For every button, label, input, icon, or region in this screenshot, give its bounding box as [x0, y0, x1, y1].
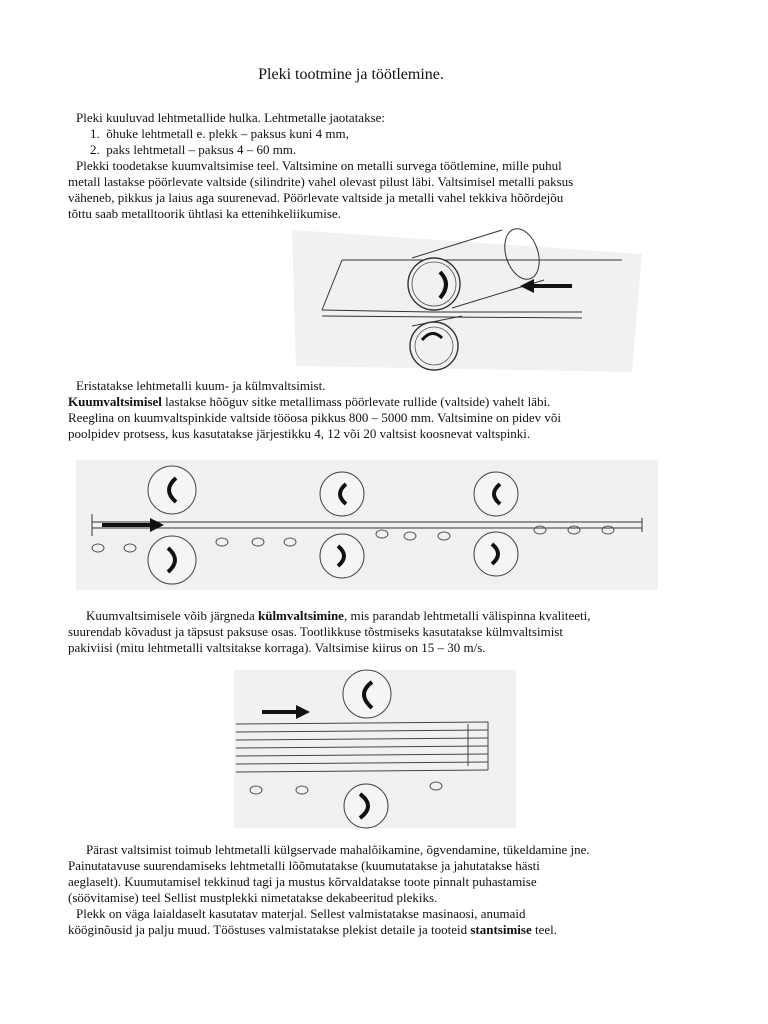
- intro-line-1: Pleki kuuluvad lehtmetallide hulka. Lehtmetalle jaotatakse:: [76, 110, 386, 125]
- paragraph-line: suurendab kõvadust ja täpsust paksuse osas. Tootlikkuse tõstmiseks kasutatakse külmvaltsimist: [68, 624, 563, 639]
- paragraph-line: tõttu saab metalltoorik ühtlasi ka ettenihkeliikumise.: [68, 206, 341, 221]
- hot-rolling-section: [68, 378, 561, 442]
- term-stamping: stantsimise: [470, 922, 532, 937]
- continuous-hot-rolling-mill-drawing: [72, 456, 662, 594]
- paragraph-line: Kuumvaltsimisele võib järgneda külmvaltsimine, mis parandab lehtmetalli välispinna kvaliteeti,: [86, 608, 591, 623]
- paragraph-line: Kuumvaltsimisel lastakse hõõguv sitke metallimass pöörlevate rullide (valtside) vahelt läbi.: [68, 394, 551, 409]
- intro-paragraph: [68, 158, 573, 222]
- paragraph-line: kööginõusid ja palju muud. Tööstuses valmistatakse plekist detaile ja tooteid stantsimise teel.: [68, 922, 557, 937]
- paragraph-line: Painutatavuse suurendamiseks lehtmetalli lõõmutatakse (kuumutatakse ja jahutatakse hästi: [68, 858, 540, 873]
- term-hot-rolling: Kuumvaltsimisel: [68, 394, 162, 409]
- two-roll-mill-drawing: [282, 220, 650, 378]
- material-list: [90, 126, 349, 158]
- list-item: 2. paks lehtmetall – paksus 4 – 60 mm.: [90, 142, 297, 157]
- paragraph-line: väheneb, pikkus ja laius aga suurenevad. Pöörlevate valtside ja metalli vahel tekkiva hõõrdejõu: [68, 190, 564, 205]
- paragraph-line: Plekki toodetakse kuumvaltsimise teel. Valtsimine on metalli survega töötlemine, mille puhul: [76, 158, 562, 173]
- list-item: 1. õhuke lehtmetall e. plekk – paksus kuni 4 mm,: [90, 126, 349, 141]
- paragraph-line: Eristatakse lehtmetalli kuum- ja külmvaltsimist.: [76, 378, 326, 393]
- term-cold-rolling: külmvaltsimine: [257, 608, 344, 623]
- finishing-section: [68, 842, 590, 938]
- paragraph-line: poolpidev protsess, kus kasutatakse järjestikku 4, 12 või 20 valtsist koosnevat valtspinki.: [68, 426, 531, 441]
- paragraph-line: (söövitamise) teel Sellist mustplekki nimetatakse dekabeeritud plekiks.: [68, 890, 438, 905]
- figure-continuous-mill: [72, 456, 662, 594]
- paragraph-line: Plekk on väga laialdaselt kasutatav materjal. Sellest valmistatakse masinaosi, anumaid: [76, 906, 526, 921]
- paragraph-line: Pärast valtsimist toimub lehtmetalli külgservade mahalõikamine, õgvendamine, tükeldamine jne.: [86, 842, 590, 857]
- figure-two-roll-mill: [282, 220, 650, 378]
- pack-cold-rolling-drawing: [232, 666, 518, 832]
- paragraph-line: aeglaselt). Kuumutamisel tekkinud tagi ja mustus kõrvaldatakse toote pinnalt puhastamise: [68, 874, 537, 889]
- paragraph-line: pakiviisi (mitu lehtmetalli valtsitakse korraga). Valtsimise kiirus on 15 – 30 m/s.: [68, 640, 486, 655]
- paragraph-line: Reeglina on kuumvaltspinkide valtside tööosa pikkus 800 – 5000 mm. Valtsimine on pidev või: [68, 410, 561, 425]
- paragraph-line: metall lastakse pöörlevate valtside (silindrite) vahel olevast pilust läbi. Valtsimisel metalli paksus: [68, 174, 574, 189]
- page-title: Pleki tootmine ja töötlemine.: [258, 66, 444, 83]
- intro-block: [76, 110, 385, 126]
- cold-rolling-section: [68, 608, 591, 656]
- figure-pack-rolling: [232, 666, 518, 832]
